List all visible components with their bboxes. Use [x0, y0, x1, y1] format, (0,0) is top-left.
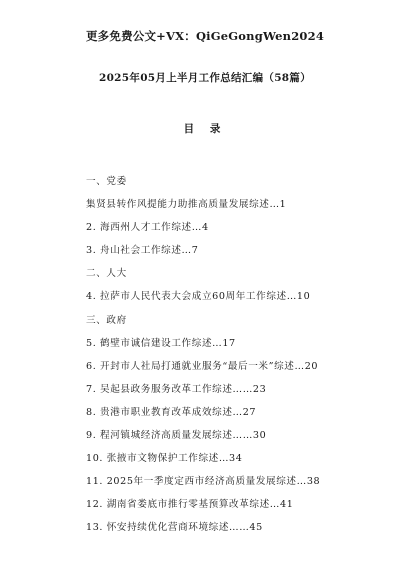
table-of-contents	[86, 170, 406, 540]
toc-entry: 2. 海西州人才工作综述…4	[86, 222, 209, 234]
toc-section-government: 三、政府	[86, 314, 127, 326]
toc-entry: 13. 怀安持续优化营商环境综述……45	[86, 522, 263, 534]
promo-header: 更多免费公文+VX：QiGeGongWen2024	[85, 29, 325, 43]
toc-entry: 12. 湖南省娄底市推行零基预算改革综述…41	[86, 499, 294, 511]
toc-entry: 10. 张掖市文物保护工作综述…34	[86, 453, 243, 465]
toc-entry: 8. 贵港市职业教育改革成效综述…27	[86, 406, 257, 418]
document-title: 2025年05月上半月工作总结汇编（58篇）	[98, 72, 312, 84]
toc-entry: 7. 吴起县政务服务改革工作综述……23	[86, 383, 267, 395]
toc-entry: 集贤县转作风提能力助推高质量发展综述…1	[86, 199, 287, 211]
toc-heading: 目 录	[183, 123, 227, 135]
toc-entry: 3. 舟山社会工作综述…7	[86, 245, 199, 257]
toc-entry: 9. 程河镇城经济高质量发展综述……30	[86, 430, 267, 442]
toc-entry: 11. 2025年一季度定西市经济高质量发展综述…38	[86, 476, 321, 488]
toc-section-npc: 二、人大	[86, 268, 127, 280]
toc-entry: 5. 鹤壁市诚信建设工作综述…17	[86, 337, 236, 349]
toc-section-party: 一、党委	[86, 176, 127, 187]
toc-entry: 4. 拉萨市人民代表大会成立60周年工作综述…10	[86, 291, 311, 303]
toc-entry: 6. 开封市人社局打通就业服务“最后一米”综述…20	[86, 360, 319, 372]
